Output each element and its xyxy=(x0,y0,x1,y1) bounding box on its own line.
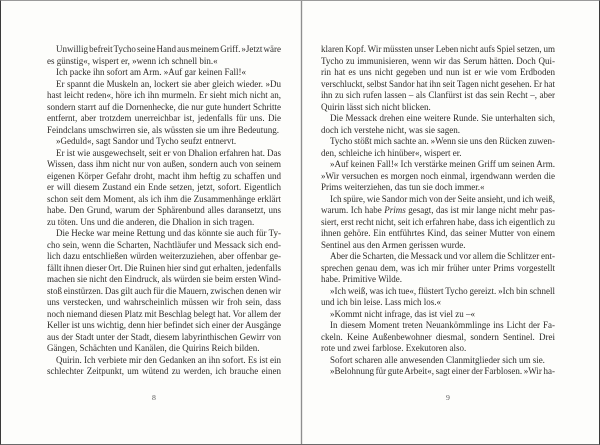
text-line: Sofort scharen alle anwesenden Clanmitglieder sich um sie. xyxy=(330,354,545,365)
text-line: zu töten. Uns und die anderen, die Dhalion in sich tragen. xyxy=(47,216,255,227)
text-line: ckeln. Keine Außenbewohner diesmal, sondern Sentinel. Drei xyxy=(321,331,555,342)
text-line: cho sein, wenn die Scharten, Nachtläufer und Messack sich end- xyxy=(47,239,281,250)
page-right-text-column xyxy=(321,44,555,378)
text-line: Quirin lässt sich nicht blicken. xyxy=(321,101,431,112)
text-line: klaren Kopf. Wir müssten unser Leben nicht aufs Spiel setzen, um xyxy=(321,44,555,54)
text-line: habe. Primitive Wilde. xyxy=(321,274,402,284)
text-line: er will diesem Zustand ein Ende setzen, jetzt, sofort. Eigentlich xyxy=(47,182,281,192)
text-line: rote und zwei farblose. Exekutoren also. xyxy=(321,343,467,353)
text-line: Prims weiterziehen, das tun sie doch immer.« xyxy=(321,182,485,192)
text-line: »Auf keinen Fall!« Ich verstärke meinen Griff um seinen Arm. xyxy=(330,159,555,169)
text-line: Er spannt die Muskeln an, lockert sie aber gleich wieder. »Du xyxy=(56,78,281,89)
text-line: »Geduld«, sagt Sandor und Tycho seufzt entnervt. xyxy=(56,136,237,146)
text-line: Feindclans umschwirren sie, als wüssten sie um ihre Bedeutung. xyxy=(47,124,279,135)
text-line: stoß einstürzen. Das gilt auch für die Mauern, zwischen denen wir xyxy=(47,285,281,296)
text-line: aus der Stadt unter der Stadt, diesem labyrinthischen Gewirr von xyxy=(47,331,281,342)
text-line: noch niemand diesen Platz mit Beschlag belegt hat. Vor allem der xyxy=(47,308,281,319)
page-number-left: 8 xyxy=(152,393,156,402)
text-line: »Wir versuchen es morgen noch einmal, irgendwann werden die xyxy=(321,170,555,181)
text-line: »Kommt nicht infrage, das ist viel zu –« xyxy=(330,308,475,319)
text-line: habe. Den Grund, warum der Sphärenbund alles daransetzt, uns xyxy=(47,205,281,215)
text-line: Ich spüre, wie Sandor mich von der Seite ansieht, und ich weiß, xyxy=(330,193,555,204)
text-line: Aber die Scharten, die Messack und vor allem die Schlitzer ent- xyxy=(330,251,555,261)
text-line: Die Messack drehen eine weitere Runde. Sie unterhalten sich, xyxy=(330,113,555,123)
text-line: Er ist wie ausgewechselt, seit er von Dhalion erfahren hat. Das xyxy=(56,147,281,158)
text-line: Gängen, Schächten und Kanälen, die Quirins Reich bilden. xyxy=(47,343,260,353)
text-line: hast leicht reden«, höre ich ihn murmeln. Er sieht mich nicht an, xyxy=(47,90,281,100)
text-line: fällt ihnen dieser Ort. Die Ruinen hier sind gut erhalten, jedenfalls xyxy=(47,262,281,273)
text-line: sprechen genau dem, was ich mir früher unter Prims vorgestellt xyxy=(321,262,555,273)
text-line: Quirin. Ich verbiete mir den Gedanken an ihn sofort. Es ist ein xyxy=(56,354,281,365)
text-line: lich dazu entschließen würden weiterzuziehen, aber offenbar ge- xyxy=(47,251,281,261)
text-line: verschluckt, selbst Sandor hat ihn seit Tagen nicht gesehen. Er hat xyxy=(321,78,555,89)
text-line: machen sie nicht den Eindruck, als würden sie beim ersten Wind- xyxy=(47,274,281,284)
text-line: den, schleiche ich hinüber«, wispert er. xyxy=(321,147,462,158)
text-line: ihn zu sich rufen lassen – als Clanfürst ist das sein Recht –, aber xyxy=(321,90,555,100)
text-line: es günstig«, wispert er, »wenn ich schnell bin.« xyxy=(47,55,218,66)
text-line: uns verstecken, und wahrscheinlich müssen wir froh sein, dass xyxy=(47,297,281,307)
text-line: und ich bin leise. Lass mich los.« xyxy=(321,297,441,307)
text-line: Sentinel aus den Armen gerissen wurde. xyxy=(321,239,466,250)
page-gutter-divider xyxy=(301,1,302,444)
page-number-right: 9 xyxy=(446,393,450,402)
text-line: ihnen gehöre. Ein entführtes Kind, das seiner Mutter von einem xyxy=(321,228,555,238)
text-line: Ich packe ihn sofort am Arm. »Auf gar keinen Fall!« xyxy=(56,67,246,77)
text-line: siert, erst recht nicht, seit ich erfahren habe, dass ich eigentlich zu xyxy=(321,216,555,227)
text-line: Unwillig befreit Tycho seine Hand aus meinem Griff. »Jetzt wäre xyxy=(56,44,281,54)
text-line: schon seit dem Moment, als ich ihm die Zusammenhänge erklärt xyxy=(47,193,281,204)
text-line: schlechter Zeitpunkt, um wütend zu werden, ich brauche einen xyxy=(47,366,281,376)
text-line: Die Hecke war meine Rettung und das könnte sie auch für Ty- xyxy=(56,228,281,238)
text-line: doch ich verstehe nicht, was sie sagen. xyxy=(321,124,460,135)
text-line: Tycho zu immunisieren, wenn wir das Serum hätten. Doch Qui- xyxy=(321,55,555,66)
text-line: rin hat es uns nicht gegeben und nun ist er wie vom Erdboden xyxy=(321,67,555,77)
text-line: »Ich weiß, was ich tue«, flüstert Tycho gereizt. »Ich bin schnell xyxy=(330,285,555,296)
text-line: eigenen Körper Gefahr droht, macht ihm heftig zu schaffen und xyxy=(47,170,281,181)
text-line: entfernt, aber trotzdem unerreichbar ist, jedenfalls für uns. Die xyxy=(47,113,281,123)
text-line: sondern starrt auf die Dornenhecke, die nur gute hundert Schritte xyxy=(47,101,281,112)
text-line: Tycho stößt mich sachte an. »Wenn sie uns den Rücken zuwen- xyxy=(330,136,555,146)
page-left-text-column xyxy=(47,44,281,378)
text-line: warum. Ich habe Prims gesagt, das ist mir lange nicht mehr pas- xyxy=(321,205,555,215)
text-line: Wissen, dass ihm nicht nur von außen, sondern auch von seinem xyxy=(47,159,281,169)
text-line: »Belohnung für gute Arbeit«, sagt einer der Farblosen. »Wir ha- xyxy=(330,366,555,376)
text-line: In diesem Moment treten Neuankömmlinge ins Licht der Fa- xyxy=(330,320,555,330)
text-line: Keller ist uns wichtig, denn hier befindet sich einer der Ausgänge xyxy=(47,320,281,330)
